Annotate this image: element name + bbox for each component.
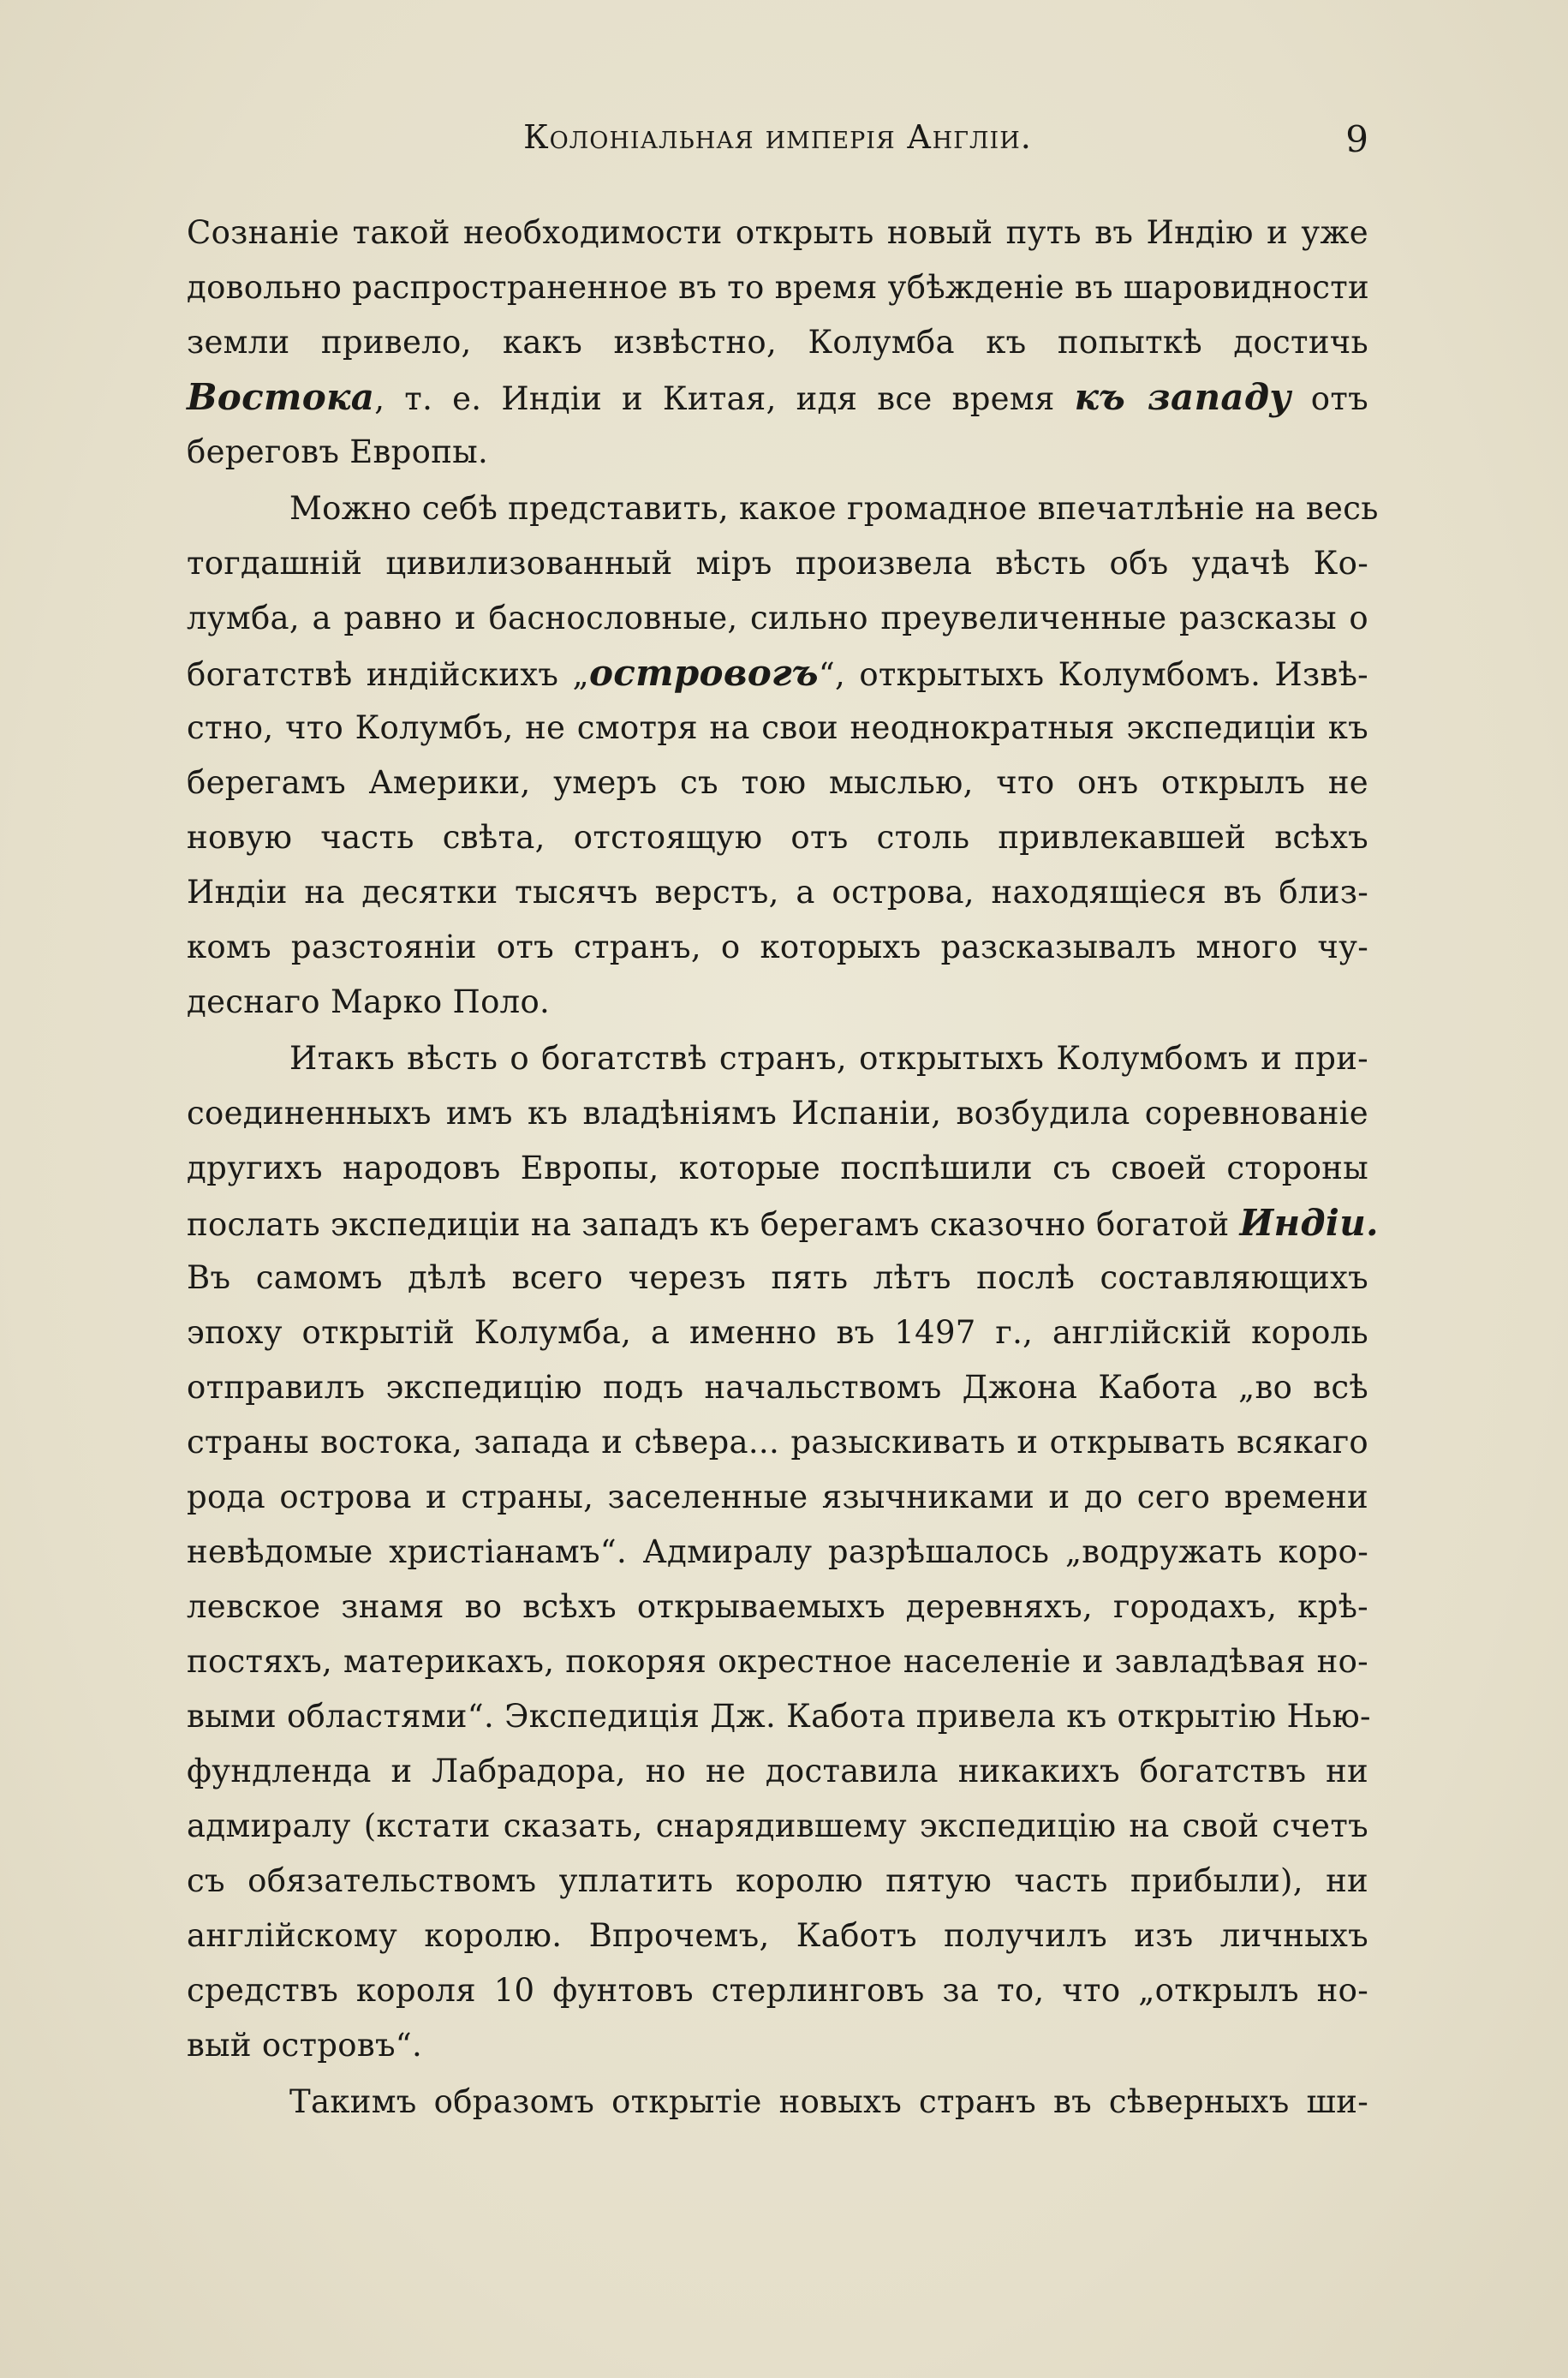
text-line: отправилъ экспедицію подъ начальствомъ Джона Кабота „во всѣ xyxy=(187,1369,1368,1406)
italic-word: Востока xyxy=(187,376,375,418)
text-fragment: “, открытыхъ Колумбомъ. Извѣ- xyxy=(818,656,1368,693)
text-line: лумба, а равно и баснословные, сильно преувеличенные разсказы о xyxy=(187,600,1368,636)
text-line: невѣдомые христіанамъ“. Адмиралу разрѣшалось „водружать коро- xyxy=(187,1533,1368,1570)
text-line: стно, что Колумбъ, не смотря на свои неоднократныя экспедиціи къ xyxy=(187,709,1368,746)
text-line: Въ самомъ дѣлѣ всего черезъ пять лѣтъ послѣ составляющихъ xyxy=(187,1259,1368,1296)
text-line: рода острова и страны, заселенные язычниками и до сего времени xyxy=(187,1479,1368,1515)
text-line: фундленда и Лабрадора, но не доставила никакихъ богатствъ ни xyxy=(187,1753,1368,1789)
running-head xyxy=(187,118,1368,170)
text-line: береговъ Европы. xyxy=(187,433,489,470)
text-line xyxy=(187,646,1368,701)
text-line: эпоху открытій Колумба, а именно въ 1497 г., англійскій король xyxy=(187,1314,1368,1351)
italic-word: островогъ xyxy=(588,652,819,694)
text-line: деснаго Марко Поло. xyxy=(187,983,551,1020)
italic-word: Индіи. xyxy=(1239,1202,1379,1244)
text-line: постяхъ, материкахъ, покоряя окрестное населеніе и завладѣвая но- xyxy=(187,1643,1368,1680)
text-line: левское знамя во всѣхъ открываемыхъ деревняхъ, городахъ, крѣ- xyxy=(187,1588,1368,1625)
text-line: адмиралу (кстати сказать, снарядившему экспедицію на свой счетъ xyxy=(187,1807,1368,1844)
page-number: 9 xyxy=(1345,118,1368,160)
text-line: вый островъ“. xyxy=(187,2027,423,2064)
text-line: страны востока, запада и сѣвера... разыскивать и открывать всякаго xyxy=(187,1424,1368,1461)
text-line: довольно распространенное въ то время убѣжденіе въ шаровидности xyxy=(187,269,1370,306)
text-line: съ обязательствомъ уплатить королю пятую часть прибыли), ни xyxy=(187,1862,1368,1899)
text-fragment: послать экспедиціи на западъ къ берегамъ сказочно богатой xyxy=(187,1206,1240,1243)
text-line: Можно себѣ представить, какое громадное впечатлѣніе на весь xyxy=(289,490,1379,527)
text-line xyxy=(187,370,1368,425)
text-line xyxy=(187,1196,1379,1251)
text-line: Такимъ образомъ открытіе новыхъ странъ въ сѣверныхъ ши- xyxy=(289,2083,1368,2120)
text-fragment: , т. е. Индіи и Китая, идя все время xyxy=(374,380,1075,417)
text-fragment: отъ xyxy=(1291,380,1368,417)
italic-word: къ западу xyxy=(1074,376,1291,418)
text-line: берегамъ Америки, умеръ съ тою мыслью, что онъ открылъ не xyxy=(187,764,1368,801)
text-line: соединенныхъ имъ къ владѣніямъ Испаніи, возбудила соревнованіе xyxy=(187,1095,1368,1132)
body-text xyxy=(187,206,1379,2130)
running-title: Колоніальная имперія Англіи. xyxy=(523,118,1032,156)
text-line: Индіи на десятки тысячъ верстъ, а острова, находящіеся въ близ- xyxy=(187,874,1368,911)
text-fragment: богатствѣ индійскихъ „ xyxy=(187,656,589,693)
text-line: средствъ короля 10 фунтовъ стерлинговъ за то, что „открылъ но- xyxy=(187,1972,1368,2009)
text-line: англійскому королю. Впрочемъ, Каботъ получилъ изъ личныхъ xyxy=(187,1917,1368,1954)
text-line: тогдашній цивилизованный міръ произвела вѣсть объ удачѣ Ко- xyxy=(187,545,1368,582)
text-line: земли привело, какъ извѣстно, Колумба къ попыткѣ достичь xyxy=(187,324,1368,361)
text-line: выми областями“. Экспедиція Дж. Кабота привела къ открытію Нью- xyxy=(187,1698,1371,1735)
text-line: Сознаніе такой необходимости открыть новый путь въ Индію и уже xyxy=(187,214,1368,251)
text-line: другихъ народовъ Европы, которые поспѣшили съ своей стороны xyxy=(187,1150,1368,1186)
text-line: новую часть свѣта, отстоящую отъ столь привлекавшей всѣхъ xyxy=(187,819,1368,856)
text-line: комъ разстояніи отъ странъ, о которыхъ разсказывалъ много чу- xyxy=(187,929,1368,965)
text-line: Итакъ вѣсть о богатствѣ странъ, открытыхъ Колумбомъ и при- xyxy=(289,1040,1368,1077)
